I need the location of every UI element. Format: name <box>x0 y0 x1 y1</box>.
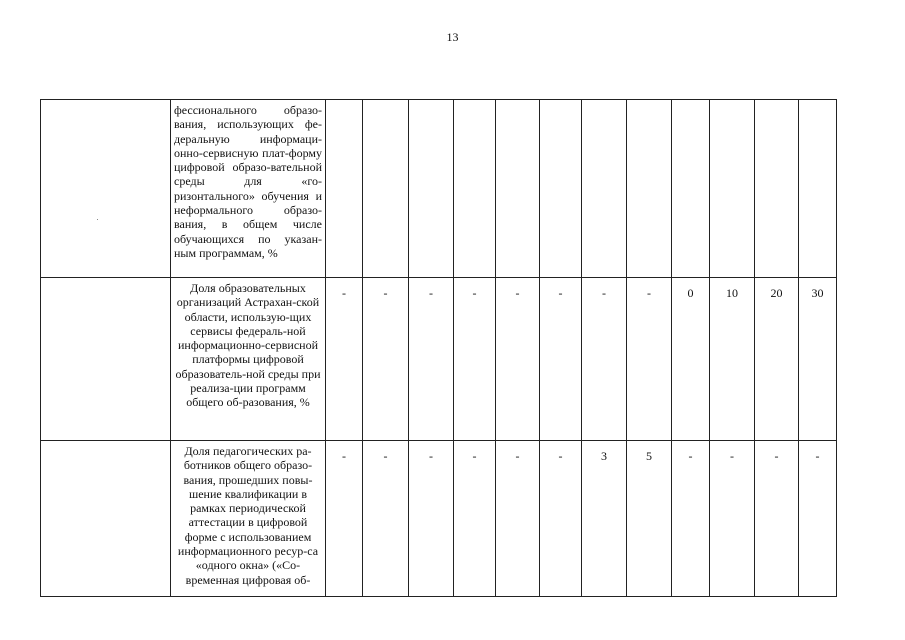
value-cell: - <box>409 441 454 597</box>
value-cell: - <box>582 278 627 441</box>
value-cell: - <box>496 441 540 597</box>
blank-cell <box>41 100 171 278</box>
table-row <box>41 441 837 597</box>
value-cell <box>710 100 755 278</box>
value-cell: 3 <box>582 441 627 597</box>
value-cell: - <box>496 278 540 441</box>
value-cell <box>496 100 540 278</box>
value-cell: - <box>710 441 755 597</box>
blank-cell <box>41 441 171 597</box>
indicators-table <box>40 99 837 597</box>
value-cell <box>326 100 363 278</box>
value-cell: 20 <box>755 278 799 441</box>
value-cell: 10 <box>710 278 755 441</box>
value-cell: - <box>627 278 672 441</box>
value-cell <box>454 100 496 278</box>
table-row <box>41 278 837 441</box>
value-cell: - <box>409 278 454 441</box>
value-cell: 5 <box>627 441 672 597</box>
value-cell: 30 <box>799 278 837 441</box>
value-cell <box>755 100 799 278</box>
value-cell <box>409 100 454 278</box>
value-cell: - <box>454 441 496 597</box>
value-cell <box>672 100 710 278</box>
page-number: 13 <box>446 30 459 44</box>
value-cell: - <box>326 278 363 441</box>
indicator-cell: Доля педагогических ра-ботников общего образо-вания, прошедших повы-шение квалификации в рамках периодической аттестации в цифровой форме с использованием информационного ресур-са «одного окна» («Со-временная цифровая об- <box>171 441 326 597</box>
value-cell: - <box>454 278 496 441</box>
value-cell: - <box>540 441 582 597</box>
value-cell <box>799 100 837 278</box>
value-cell: - <box>363 441 409 597</box>
value-cell: - <box>540 278 582 441</box>
value-cell: - <box>672 441 710 597</box>
indicator-cell: фессионального образо-вания, использующих фе-деральную информаци-онно-сервисную плат-форму цифровой образо-вательной среды для «го-ризонтального» обучения и неформального образо-вания, в общем числе обучающихся по указан-ным программам, % <box>171 100 326 278</box>
value-cell: 0 <box>672 278 710 441</box>
value-cell: - <box>326 441 363 597</box>
value-cell <box>363 100 409 278</box>
table-row <box>41 100 837 278</box>
value-cell: - <box>799 441 837 597</box>
indicator-cell: Доля образовательных организаций Астрахан-ской области, использую-щих сервисы федераль-ной информационно-сервисной платформы цифровой образователь-ной среды при реализа-ции программ общего об-разования, % <box>171 278 326 441</box>
value-cell: - <box>755 441 799 597</box>
value-cell <box>540 100 582 278</box>
value-cell <box>582 100 627 278</box>
blank-cell <box>41 278 171 441</box>
value-cell: - <box>363 278 409 441</box>
value-cell <box>627 100 672 278</box>
